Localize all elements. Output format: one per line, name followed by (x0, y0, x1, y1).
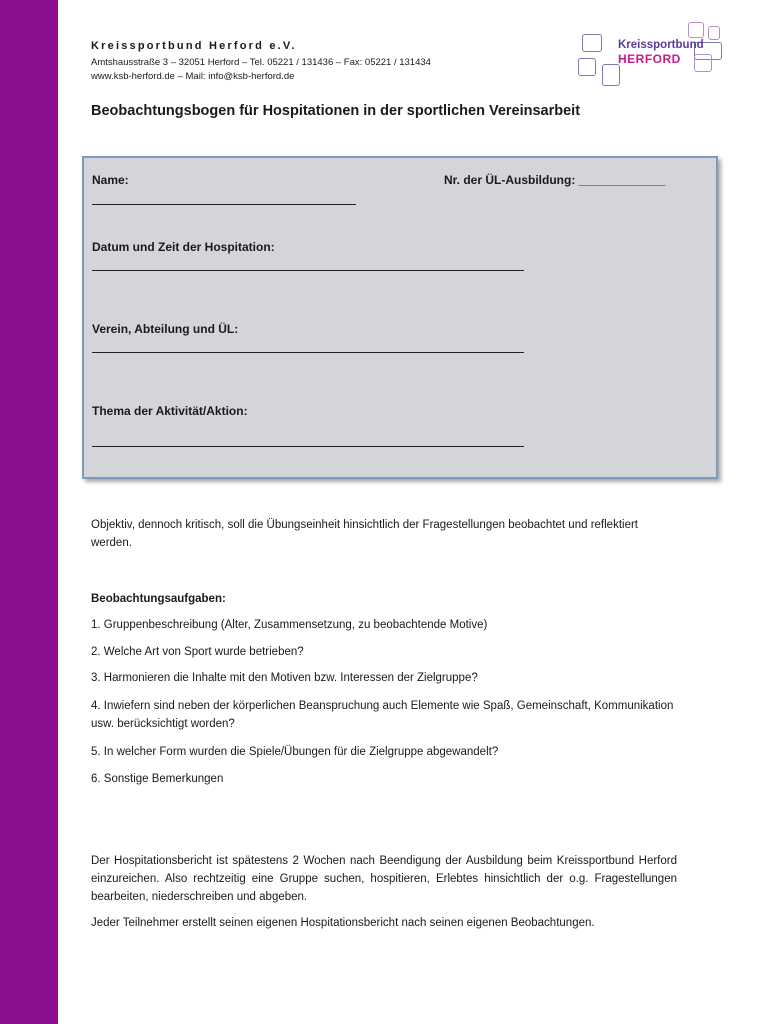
ul-number-label[interactable]: Nr. der ÜL-Ausbildung: _____________ (444, 173, 666, 187)
tasks-heading: Beobachtungsaufgaben: (91, 593, 226, 605)
web-mail-line: www.ksb-herford.de – Mail: info@ksb-herford.de (91, 71, 295, 82)
name-label: Name: (92, 173, 129, 187)
address-line: Amtshausstraße 3 – 32051 Herford – Tel. 05221 / 131436 – Fax: 05221 / 131434 (91, 57, 431, 68)
letterhead (91, 40, 571, 84)
page-title: Beobachtungsbogen für Hospitationen in der sportlichen Vereinsarbeit (91, 103, 581, 119)
task-item-2: 2. Welche Art von Sport wurde betrieben? (91, 646, 304, 658)
ksb-logo (576, 20, 728, 92)
task-item-5: 5. In welcher Form wurden die Spiele/Übungen für die Zielgruppe abgewandelt? (91, 746, 499, 758)
club-field-line[interactable] (92, 352, 524, 353)
purple-sidebar-stripe (0, 0, 58, 1024)
task-item-4: 4. Inwiefern sind neben der körperlichen Beanspruchung auch Elemente wie Spaß, Gemeinschaft, Kommunikation usw. berücksichtigt worden? (91, 700, 674, 730)
closing-paragraph-1: Der Hospitationsbericht ist spätestens 2 Wochen nach Beendigung der Ausbildung beim Kreissportbund Herford einzureichen. Also rechtzeitig eine Gruppe suchen, hospitieren, Erlebtes hinsichtlich der o.g. Fragestellungen bearbeiten, niederschreiben und abgeben. (91, 855, 677, 903)
task-item-1: 1. Gruppenbeschreibung (Alter, Zusammensetzung, zu beobachtende Motive) (91, 619, 488, 631)
task-item-6: 6. Sonstige Bemerkungen (91, 773, 224, 785)
closing-paragraph-2: Jeder Teilnehmer erstellt seinen eigenen Hospitationsbericht nach seinen eigenen Beobachtungen. (91, 917, 595, 929)
date-time-label: Datum und Zeit der Hospitation: (92, 240, 275, 254)
name-field-line[interactable] (92, 204, 356, 205)
logo-text-kreissportbund: Kreissportbund (618, 39, 704, 51)
org-name: Kreissportbund Herford e.V. (91, 40, 297, 52)
logo-text-herford: HERFORD (618, 52, 681, 66)
club-label: Verein, Abteilung und ÜL: (92, 322, 239, 336)
topic-field-line[interactable] (92, 446, 524, 447)
hospitation-form-box (82, 156, 718, 479)
date-time-field-line[interactable] (92, 270, 524, 271)
task-item-3: 3. Harmonieren die Inhalte mit den Motiven bzw. Interessen der Zielgruppe? (91, 672, 478, 684)
intro-text: Objektiv, dennoch kritisch, soll die Übungseinheit hinsichtlich der Fragestellungen beobachtet und reflektiert werden. (91, 519, 638, 549)
topic-label: Thema der Aktivität/Aktion: (92, 404, 248, 418)
